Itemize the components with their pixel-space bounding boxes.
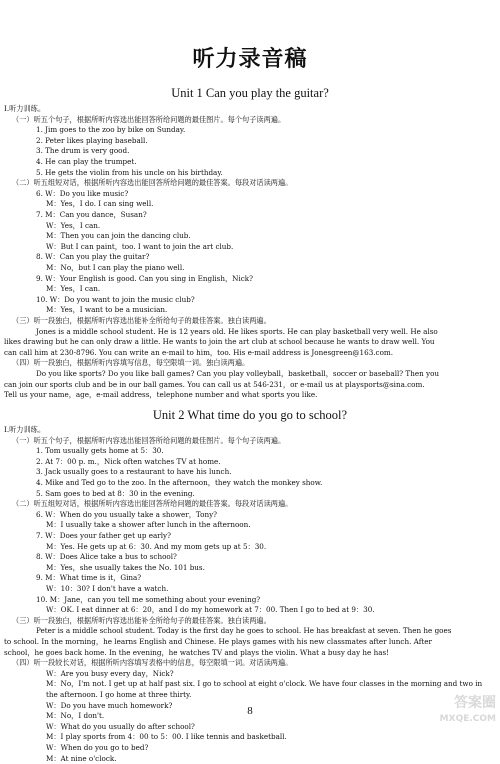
transcript-line: 5. Sam goes to bed at 8：30 in the evening. (36, 488, 195, 498)
transcript-line: 8. W：Does Alice take a bus to school? (36, 552, 177, 562)
transcript-line: M：No，but I can play the piano well. (46, 263, 185, 272)
page-title: 听力录音稿 (192, 47, 308, 72)
transcript-line: to school. In the morning，he learns English and Chinese. He plays games with his new classmates after lunch. After (4, 637, 432, 646)
transcript-line: M：No，I'm not. I get up at half past six. I go to school at eight o'clock. We have four classes in the morning and two in (46, 679, 483, 689)
transcript-line: （三）听一段独白，根据所听内容选出能补全所给句子的最佳答案。独白读两遍。 (12, 316, 271, 325)
transcript-line: 4. He can play the trumpet. (36, 157, 137, 166)
transcript-line: 6. W：Do you like music? (36, 188, 129, 198)
transcript-line: （三）听一段独白，根据所听内容选出能补全所给句子的最佳答案。独白读两遍。 (12, 615, 271, 625)
transcript-line: M：Yes，she usually takes the No. 101 bus. (46, 562, 205, 572)
transcript-line: M：At nine o'clock. (46, 753, 117, 763)
transcript-line: 7. W：Does your father get up early? (36, 531, 171, 540)
transcript-line: 1. Jim goes to the zoo by bike on Sunday. (36, 125, 186, 135)
transcript-line: likes drawing but he can only draw a little. He wants to join the art club at school because he wants to draw well. You (4, 337, 435, 347)
transcript-line: W：When do you go to bed? (46, 743, 149, 752)
transcript-line: Ⅰ.听力训练。 (4, 425, 46, 434)
transcript-line: 2. At 7：00 p. m.，Nick often watches TV at home. (36, 456, 221, 466)
transcript-line: M：Yes，I do. I can sing well. (46, 199, 154, 209)
transcript-line: M：I play sports from 4：00 to 5：00. I like tennis and basketball. (46, 732, 287, 742)
transcript-line: （一）听五个句子，根据所听内容选出能回答所给问题的最佳图片。每个句子读两遍。 (12, 435, 286, 445)
page-number: 8 (247, 705, 253, 717)
transcript-line: W：Yes，I can. (46, 220, 101, 230)
transcript-line: M：I usually take a shower after lunch in the afternoon. (46, 520, 251, 530)
watermark-text-cn: 答案圈 (454, 695, 496, 711)
watermark-text-en: MXQE.COM (439, 714, 496, 724)
transcript-line: 9. W：Your English is good. Can you sing in English，Nick? (36, 273, 254, 283)
transcript-line: 1. Tom usually gets home at 5：30. (36, 446, 164, 456)
transcript-line: Ⅰ.听力训练。 (4, 104, 46, 113)
transcript-line: can call him at 230-8796. You can write an e-mail to him，too. His e-mail address is Jonesgreen@163.com. (4, 347, 394, 357)
transcript-line: W：OK. I eat dinner at 6：20，and I do my homework at 7：00. Then I go to bed at 9：30. (46, 605, 375, 615)
transcript-line: Jones is a middle school student. He is 12 years old. He likes sports. He can play basketball very well. He also (36, 326, 438, 336)
transcript-line: Tell us your name，age，e-mail address，telephone number and what sports you like. (4, 390, 318, 400)
unit-2-heading: Unit 2 What time do you go to school? (152, 408, 348, 422)
transcript-line: 7. M：Can you dance，Susan? (36, 210, 147, 219)
transcript-line: 4. Mike and Ted go to the zoo. In the afternoon，they watch the monkey show. (36, 478, 323, 487)
transcript-line: M：Then you can join the dancing club. (46, 231, 191, 241)
transcript-line: （四）听一段独白，根据所听内容填写信息，每空限填一词。独白读两遍。 (12, 358, 250, 368)
transcript-line: school，he goes back home. In the evening，he watches TV and plays the violin. What a busy day he has! (4, 647, 390, 657)
transcript-line: W：Are you busy every day，Nick? (46, 668, 174, 678)
transcript-line: W：What do you usually do after school? (46, 721, 195, 731)
transcript-line: M：Yes. He gets up at 6：30. And my mom gets up at 5：30. (46, 541, 267, 551)
transcript-line: M：Yes，I want to be a musician. (46, 305, 168, 315)
transcript-line: 5. He gets the violin from his uncle on his birthday. (36, 167, 223, 177)
transcript-line: （二）听五组短对话，根据所听内容选出能回答所给问题的最佳答案。每段对话读两遍。 (12, 178, 293, 188)
transcript-line: Peter is a middle school student. Today is the first day he goes to school. He has breakfast at seven. Then he goes (36, 626, 452, 636)
transcript-line: （四）听一段较长对话，根据所听内容填写表格中的信息，每空限填一词。对话读两遍。 (12, 658, 293, 668)
transcript-line: W：10：30? I don't have a watch. (46, 584, 169, 593)
transcript-line: 3. Jack usually goes to a restaurant to have his lunch. (36, 467, 232, 477)
transcript-line: 10. M：Jane，can you tell me something about your evening? (36, 594, 261, 604)
transcript-line: W：But I can paint，too. I want to join the art club. (46, 241, 234, 251)
transcript-line: 6. W：When do you usually take a shower，Tony? (36, 509, 218, 519)
unit-1-heading: Unit 1 Can you play the guitar? (171, 86, 329, 100)
transcript-line: Do you like sports? Do you like ball games? Can you play volleyball，basketball，soccer or baseball? Then you (36, 369, 440, 378)
transcript-line: can join our sports club and be in our ball games. You can call us at 546-231，or e-mail us at playsports@sina.com. (4, 379, 425, 389)
transcript-line: （一）听五个句子，根据所听内容选出能回答所给问题的最佳图片。每个句子读两遍。 (12, 114, 286, 124)
transcript-line: 10. W：Do you want to join the music club? (36, 294, 195, 304)
transcript-line: 9. M：What time is it，Gina? (36, 573, 142, 583)
transcript-line: W：Do you have much homework? (46, 700, 173, 710)
transcript-line: the afternoon. I go home at three thirty. (46, 690, 192, 699)
transcript-line: 2. Peter likes playing baseball. (36, 135, 148, 145)
transcript-line: 3. The drum is very good. (36, 146, 130, 156)
transcript-line: M：No，I don't. (46, 711, 105, 721)
watermark-logo (426, 695, 496, 731)
transcript-line: （二）听五组短对话，根据所听内容选出能回答所给问题的最佳答案。每段对话读两遍。 (12, 499, 293, 509)
transcript-line: 8. W：Can you play the guitar? (36, 252, 150, 262)
transcript-line: M：Yes，I can. (46, 284, 101, 294)
